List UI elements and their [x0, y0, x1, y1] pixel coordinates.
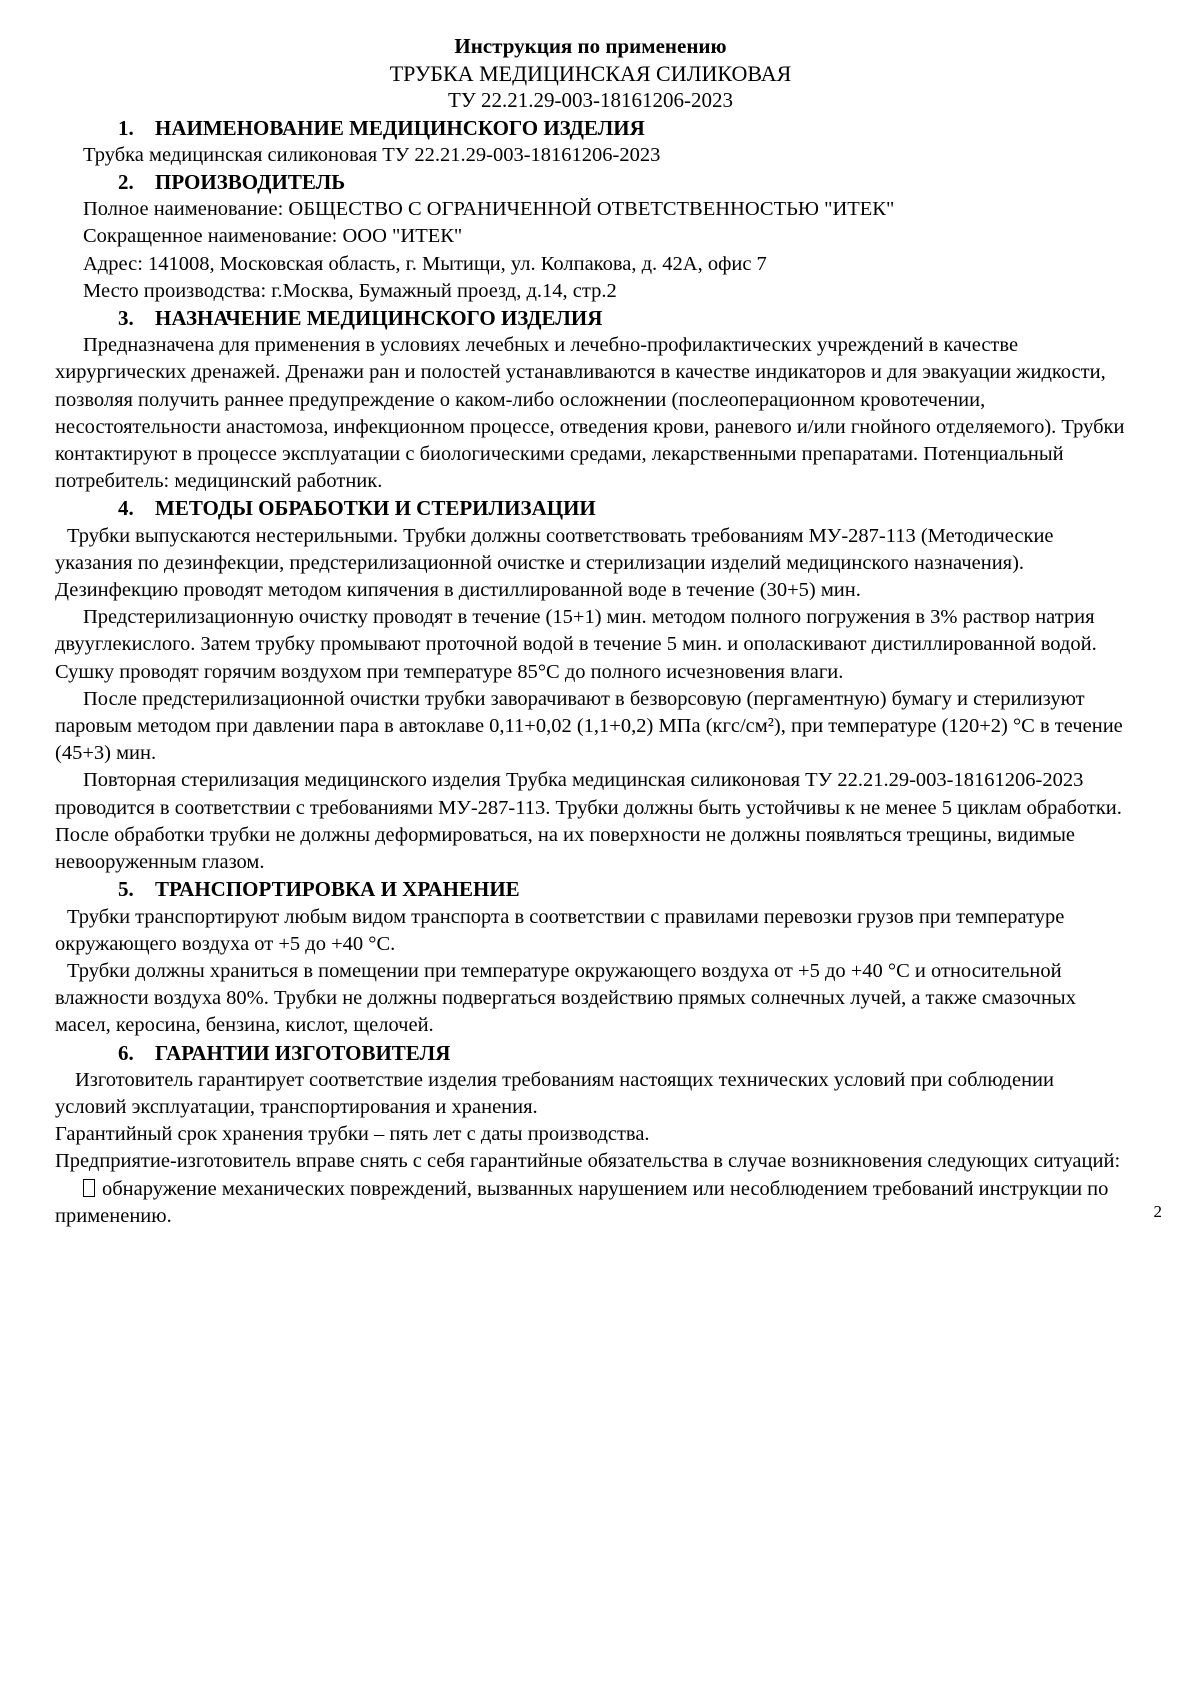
section-title-3: НАЗНАЧЕНИЕ МЕДИЦИНСКОГО ИЗДЕЛИЯ	[155, 306, 603, 331]
missing-glyph-box-icon	[83, 1179, 95, 1197]
section-title-6: ГАРАНТИИ ИЗГОТОВИТЕЛЯ	[155, 1040, 451, 1065]
section-heading-6	[55, 1040, 1126, 1067]
paragraph: Дезинфекцию проводят методом кипячения в дистиллированной воде в течение (30+5) мин.	[55, 579, 861, 602]
paragraph: Место производства: г.Москва, Бумажный проезд, д.14, стр.2	[83, 279, 617, 302]
paragraph: Предназначена для применения в условиях лечебных и лечебно-профилактических учреждений в качестве хирургических дренажей. Дренажи ран и полостей устанавливаются в качестве индикаторов и для эвакуации жидкости, позволяя получить раннее предупреждение о каком-либо осложнении (послеоперационном кровотечении, несостоятельности анастомоза, инфекционном процессе, отведения крови, раневого и/или гнойного отделяемого). Трубки контактируют в процессе эксплуатации с биологическими средами, лекарственными препаратами. Потенциальный потребитель: медицинский работник.	[55, 334, 1125, 493]
paragraph: Сокращенное наименование: ООО "ИТЕК"	[83, 225, 463, 248]
section-number-2: 2.	[118, 170, 134, 195]
paragraph: Гарантийный срок хранения трубки – пять лет с даты производства.	[55, 1123, 650, 1146]
section-title-1: НАИМЕНОВАНИЕ МЕДИЦИНСКОГО ИЗДЕЛИЯ	[155, 115, 645, 140]
paragraph: Трубки должны храниться в помещении при температуре окружающего воздуха от +5 до +40 °С и относительной влажности воздуха 80%. Трубки не должны подвергаться воздействию прямых солнечных лучей, а также смазочных масел, керосина, бензина, кислот, щелочей.	[55, 959, 1076, 1037]
section-title-2: ПРОИЗВОДИТЕЛЬ	[155, 170, 346, 195]
section-heading-5	[55, 876, 1126, 903]
section-number-4: 4.	[118, 496, 134, 521]
paragraph: Трубки транспортируют любым видом транспорта в соответствии с правилами перевозки грузов при температуре окружающего воздуха от +5 до +40 °С.	[55, 905, 1065, 955]
section-heading-4	[55, 495, 1126, 522]
paragraph: Предстерилизационную очистку проводят в течение (15+1) мин. методом полного погружения в 3% раствор натрия двууглекислого. Затем трубку промывают проточной водой в течение 5 мин. и ополаскивают дистиллированной водой. Сушку проводят горячим воздухом при температуре 85°С до полного исчезновения влаги.	[55, 606, 1097, 683]
section-title-4: МЕТОДЫ ОБРАБОТКИ И СТЕРИЛИЗАЦИИ	[155, 496, 596, 521]
page-number: 2	[1153, 1202, 1162, 1221]
paragraph: Трубки выпускаются нестерильными. Трубки должны соответствовать требованиям МУ-287-113 (Методические указания по дезинфекции, предстерилизационной очистке и стерилизации изделий медицинского назначения).	[55, 524, 1054, 574]
section-number-6: 6.	[118, 1040, 134, 1065]
paragraph: Трубка медицинская силиконовая ТУ 22.21.29-003-18161206-2023	[83, 143, 661, 166]
section-title-5: ТРАНСПОРТИРОВКА И ХРАНЕНИЕ	[155, 877, 520, 902]
product-name: ТРУБКА МЕДИЦИНСКАЯ СИЛИКОВАЯ	[389, 61, 792, 87]
paragraph: Предприятие-изготовитель вправе снять с себя гарантийные обязательства в случае возникновения следующих ситуаций:	[55, 1150, 1121, 1173]
section-number-3: 3.	[118, 306, 134, 331]
bullet-item	[55, 1176, 1126, 1230]
paragraph: Адрес: 141008, Московская область, г. Мытищи, ул. Колпакова, д. 42А, офис 7	[83, 252, 767, 275]
section-number-5: 5.	[118, 877, 134, 902]
specification-code: ТУ 22.21.29-003-18161206-2023	[448, 88, 733, 113]
paragraph: Полное наименование: ОБЩЕСТВО С ОГРАНИЧЕННОЙ ОТВЕТСТВЕННОСТЬЮ "ИТЕК"	[83, 198, 895, 221]
document-title-block	[55, 33, 1126, 115]
document-title: Инструкция по применению	[454, 34, 727, 58]
section-heading-2	[55, 169, 1126, 196]
paragraph: После предстерилизационной очистки трубки заворачивают в безворсовую (пергаментную) бумагу и стерилизуют паровым методом при давлении пара в автоклаве 0,11+0,02 (1,1+0,2) МПа (кгс/см²), при температуре (120+2) °С в течение (45+3) мин.	[55, 687, 1123, 765]
paragraph: Повторная стерилизация медицинского изделия Трубка медицинская силиконовая ТУ 22.21.29-003-18161206-2023 проводится в соответствии с требованиями МУ-287-113. Трубки должны быть устойчивы к не менее 5 циклам обработки. После обработки трубки не должны деформироваться, на их поверхности не должны появляться трещины, видимые невооруженным глазом.	[55, 769, 1122, 874]
section-heading-1	[55, 115, 1126, 142]
paragraph: Изготовитель гарантирует соответствие изделия требованиям настоящих технических условий при соблюдении условий эксплуатации, транспортирования и хранения.	[55, 1068, 1054, 1118]
bullet-item-text: обнаружение механических повреждений, вызванных нарушением или несоблюдением требований инструкции по применению.	[55, 1177, 1109, 1227]
section-number-1: 1.	[118, 115, 134, 140]
section-heading-3	[55, 305, 1126, 332]
